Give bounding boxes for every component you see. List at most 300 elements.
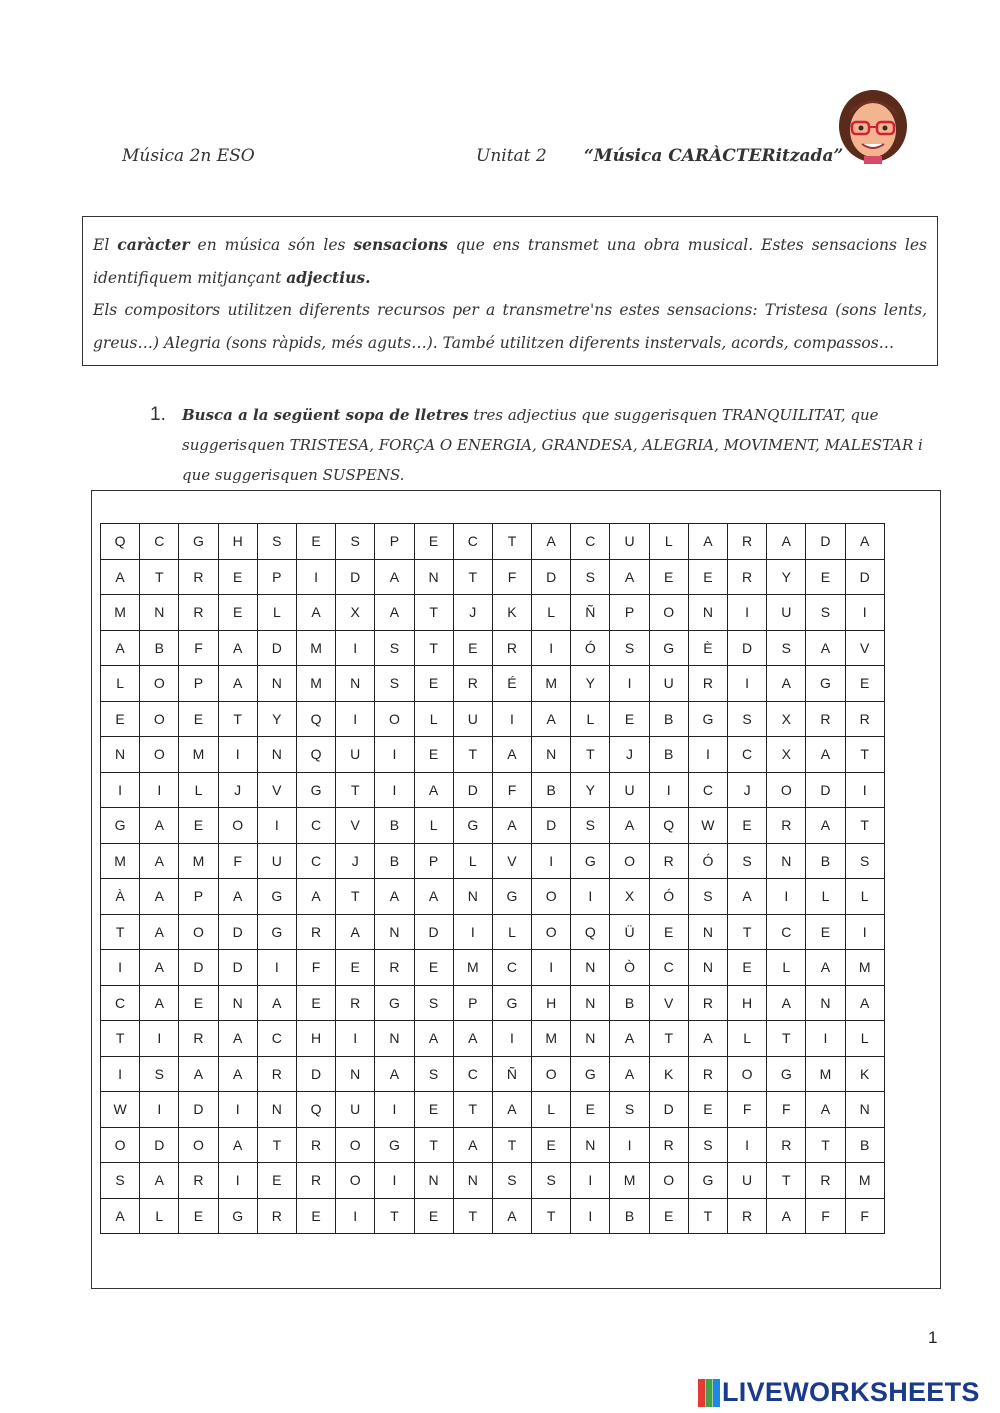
grid-cell[interactable]: R [296,1127,335,1163]
grid-cell[interactable]: P [257,559,296,595]
grid-cell[interactable]: E [806,914,845,950]
grid-cell[interactable]: G [179,524,218,560]
grid-cell[interactable]: C [688,772,727,808]
grid-cell[interactable]: N [806,985,845,1021]
grid-cell[interactable]: R [728,559,767,595]
grid-cell[interactable]: T [257,1127,296,1163]
brand[interactable] [698,1377,980,1408]
grid-cell[interactable]: U [767,595,806,631]
grid-cell[interactable]: A [532,524,571,560]
grid-cell[interactable]: V [649,985,688,1021]
grid-cell[interactable]: E [688,559,727,595]
grid-cell[interactable]: P [453,985,492,1021]
grid-cell[interactable]: O [140,737,179,773]
grid-cell[interactable]: T [845,808,884,844]
grid-cell[interactable]: D [296,1056,335,1092]
grid-cell[interactable]: B [375,808,414,844]
grid-cell[interactable]: I [257,950,296,986]
grid-cell[interactable]: N [257,1092,296,1128]
grid-cell[interactable]: I [492,701,531,737]
grid-cell[interactable]: A [806,737,845,773]
grid-cell[interactable]: E [414,1198,453,1234]
grid-cell[interactable]: Y [257,701,296,737]
grid-cell[interactable]: M [610,1163,649,1199]
grid-cell[interactable]: M [845,950,884,986]
grid-cell[interactable]: F [492,772,531,808]
grid-cell[interactable]: P [179,666,218,702]
grid-cell[interactable]: O [375,701,414,737]
grid-cell[interactable]: B [649,737,688,773]
grid-cell[interactable]: J [610,737,649,773]
grid-cell[interactable]: R [845,701,884,737]
grid-cell[interactable]: L [453,843,492,879]
grid-cell[interactable]: D [140,1127,179,1163]
grid-cell[interactable]: F [179,630,218,666]
grid-cell[interactable]: E [179,985,218,1021]
grid-cell[interactable]: E [218,595,257,631]
grid-cell[interactable]: A [414,772,453,808]
grid-cell[interactable]: N [845,1092,884,1128]
grid-cell[interactable]: O [218,808,257,844]
grid-cell[interactable]: V [257,772,296,808]
grid-cell[interactable]: N [257,737,296,773]
grid-cell[interactable]: M [806,1056,845,1092]
grid-cell[interactable]: R [806,1163,845,1199]
grid-cell[interactable]: M [453,950,492,986]
grid-cell[interactable]: I [336,1021,375,1057]
grid-cell[interactable]: L [845,879,884,915]
grid-cell[interactable]: U [610,524,649,560]
grid-cell[interactable]: C [767,914,806,950]
grid-cell[interactable]: S [257,524,296,560]
grid-cell[interactable]: D [179,950,218,986]
grid-cell[interactable]: A [218,1127,257,1163]
grid-cell[interactable]: A [414,879,453,915]
grid-cell[interactable]: L [767,950,806,986]
grid-cell[interactable]: N [453,879,492,915]
grid-cell[interactable]: K [845,1056,884,1092]
grid-cell[interactable]: O [767,772,806,808]
grid-cell[interactable]: Ó [571,630,610,666]
grid-cell[interactable]: M [179,737,218,773]
grid-cell[interactable]: D [649,1092,688,1128]
grid-cell[interactable]: È [688,630,727,666]
grid-cell[interactable]: D [532,808,571,844]
grid-cell[interactable]: S [610,630,649,666]
grid-cell[interactable]: L [806,879,845,915]
grid-cell[interactable]: N [414,1163,453,1199]
grid-cell[interactable]: T [492,524,531,560]
grid-cell[interactable]: I [728,666,767,702]
grid-cell[interactable]: Q [296,737,335,773]
grid-cell[interactable]: U [649,666,688,702]
grid-cell[interactable]: R [688,1056,727,1092]
grid-cell[interactable]: A [532,701,571,737]
grid-cell[interactable]: U [336,737,375,773]
grid-cell[interactable]: A [414,1021,453,1057]
grid-cell[interactable]: A [140,808,179,844]
grid-cell[interactable]: E [414,524,453,560]
grid-cell[interactable]: U [728,1163,767,1199]
grid-cell[interactable]: F [728,1092,767,1128]
grid-cell[interactable]: E [179,808,218,844]
grid-cell[interactable]: A [101,630,140,666]
grid-cell[interactable]: S [414,1056,453,1092]
grid-cell[interactable]: Ñ [492,1056,531,1092]
grid-cell[interactable]: A [492,737,531,773]
grid-cell[interactable]: R [179,1021,218,1057]
grid-cell[interactable]: A [610,808,649,844]
grid-cell[interactable]: E [296,1198,335,1234]
grid-cell[interactable]: S [728,701,767,737]
grid-cell[interactable]: D [336,559,375,595]
grid-cell[interactable]: A [688,524,727,560]
grid-cell[interactable]: M [296,630,335,666]
grid-cell[interactable]: G [453,808,492,844]
grid-cell[interactable]: A [140,985,179,1021]
grid-cell[interactable]: H [296,1021,335,1057]
grid-cell[interactable]: E [101,701,140,737]
grid-cell[interactable]: L [179,772,218,808]
grid-cell[interactable]: M [101,595,140,631]
grid-cell[interactable]: A [101,559,140,595]
grid-cell[interactable]: V [845,630,884,666]
grid-cell[interactable]: E [649,914,688,950]
grid-cell[interactable]: S [688,1127,727,1163]
grid-cell[interactable]: I [140,1092,179,1128]
grid-cell[interactable]: E [453,630,492,666]
grid-cell[interactable]: T [532,1198,571,1234]
grid-cell[interactable]: E [649,559,688,595]
grid-cell[interactable]: T [336,772,375,808]
grid-cell[interactable]: N [532,737,571,773]
grid-cell[interactable]: T [845,737,884,773]
grid-cell[interactable]: C [140,524,179,560]
grid-cell[interactable]: E [806,559,845,595]
grid-cell[interactable]: N [571,985,610,1021]
grid-cell[interactable]: S [375,666,414,702]
grid-cell[interactable]: J [728,772,767,808]
grid-cell[interactable]: O [610,843,649,879]
grid-cell[interactable]: I [218,737,257,773]
grid-cell[interactable]: Q [571,914,610,950]
grid-cell[interactable]: T [806,1127,845,1163]
grid-cell[interactable]: T [101,1021,140,1057]
grid-cell[interactable]: N [571,1127,610,1163]
grid-cell[interactable]: I [218,1163,257,1199]
grid-cell[interactable]: M [101,843,140,879]
grid-cell[interactable]: L [414,808,453,844]
grid-cell[interactable]: H [728,985,767,1021]
grid-cell[interactable]: É [492,666,531,702]
grid-cell[interactable]: R [179,559,218,595]
grid-cell[interactable]: S [375,630,414,666]
grid-cell[interactable]: I [140,772,179,808]
grid-cell[interactable]: R [257,1198,296,1234]
grid-cell[interactable]: I [649,772,688,808]
grid-cell[interactable]: D [532,559,571,595]
grid-cell[interactable]: L [492,914,531,950]
grid-cell[interactable]: A [728,879,767,915]
grid-cell[interactable]: G [571,1056,610,1092]
grid-cell[interactable]: N [688,595,727,631]
grid-cell[interactable]: L [414,701,453,737]
grid-cell[interactable]: I [101,950,140,986]
grid-cell[interactable]: I [453,914,492,950]
grid-cell[interactable]: A [336,914,375,950]
grid-cell[interactable]: F [806,1198,845,1234]
grid-cell[interactable]: I [728,595,767,631]
grid-cell[interactable]: G [296,772,335,808]
grid-cell[interactable]: À [101,879,140,915]
grid-cell[interactable]: L [649,524,688,560]
grid-cell[interactable]: M [532,1021,571,1057]
grid-cell[interactable]: E [414,1092,453,1128]
grid-cell[interactable]: A [218,630,257,666]
grid-cell[interactable]: E [257,1163,296,1199]
grid-cell[interactable]: T [453,1092,492,1128]
grid-cell[interactable]: Q [296,701,335,737]
grid-cell[interactable]: G [649,630,688,666]
grid-cell[interactable]: L [532,1092,571,1128]
grid-cell[interactable]: T [336,879,375,915]
grid-cell[interactable]: G [375,985,414,1021]
grid-cell[interactable]: Ü [610,914,649,950]
grid-cell[interactable]: C [296,843,335,879]
grid-cell[interactable]: Q [649,808,688,844]
grid-cell[interactable]: N [688,950,727,986]
grid-cell[interactable]: F [845,1198,884,1234]
grid-cell[interactable]: I [296,559,335,595]
grid-cell[interactable]: A [296,595,335,631]
grid-cell[interactable]: A [767,985,806,1021]
grid-cell[interactable]: J [218,772,257,808]
grid-cell[interactable]: A [140,879,179,915]
grid-cell[interactable]: S [140,1056,179,1092]
grid-cell[interactable]: D [806,524,845,560]
grid-cell[interactable]: R [688,666,727,702]
grid-cell[interactable]: A [806,630,845,666]
grid-cell[interactable]: R [492,630,531,666]
grid-cell[interactable]: M [296,666,335,702]
grid-cell[interactable]: B [532,772,571,808]
grid-cell[interactable]: N [336,666,375,702]
grid-cell[interactable]: R [179,595,218,631]
grid-cell[interactable]: G [688,701,727,737]
grid-cell[interactable]: B [610,985,649,1021]
grid-cell[interactable]: T [218,701,257,737]
grid-cell[interactable]: C [453,524,492,560]
grid-cell[interactable]: E [414,737,453,773]
grid-cell[interactable]: T [649,1021,688,1057]
grid-cell[interactable]: U [257,843,296,879]
grid-cell[interactable]: T [688,1198,727,1234]
grid-cell[interactable]: R [179,1163,218,1199]
grid-cell[interactable]: I [140,1021,179,1057]
grid-cell[interactable]: N [571,950,610,986]
grid-cell[interactable]: G [767,1056,806,1092]
grid-cell[interactable]: A [375,595,414,631]
grid-cell[interactable]: I [101,772,140,808]
grid-cell[interactable]: L [845,1021,884,1057]
grid-cell[interactable]: E [414,666,453,702]
grid-cell[interactable]: V [336,808,375,844]
grid-cell[interactable]: A [375,559,414,595]
grid-cell[interactable]: G [257,879,296,915]
grid-cell[interactable]: O [179,914,218,950]
grid-cell[interactable]: A [257,985,296,1021]
grid-cell[interactable]: H [218,524,257,560]
grid-cell[interactable]: R [728,524,767,560]
grid-cell[interactable]: A [218,1056,257,1092]
grid-cell[interactable]: I [257,808,296,844]
grid-cell[interactable]: S [806,595,845,631]
grid-cell[interactable]: N [375,914,414,950]
grid-cell[interactable]: J [453,595,492,631]
grid-cell[interactable]: M [532,666,571,702]
grid-cell[interactable]: I [336,701,375,737]
grid-cell[interactable]: H [532,985,571,1021]
grid-cell[interactable]: L [571,701,610,737]
grid-cell[interactable]: U [336,1092,375,1128]
grid-cell[interactable]: O [140,701,179,737]
grid-cell[interactable]: G [688,1163,727,1199]
grid-cell[interactable]: R [336,985,375,1021]
grid-cell[interactable]: S [688,879,727,915]
grid-cell[interactable]: A [806,950,845,986]
grid-cell[interactable]: I [375,772,414,808]
grid-cell[interactable]: E [296,985,335,1021]
grid-cell[interactable]: D [806,772,845,808]
grid-cell[interactable]: A [688,1021,727,1057]
grid-cell[interactable]: S [414,985,453,1021]
grid-cell[interactable]: O [532,914,571,950]
grid-cell[interactable]: R [728,1198,767,1234]
grid-cell[interactable]: A [179,1056,218,1092]
grid-cell[interactable]: K [649,1056,688,1092]
grid-cell[interactable]: L [257,595,296,631]
grid-cell[interactable]: L [532,595,571,631]
grid-cell[interactable]: Y [767,559,806,595]
grid-cell[interactable]: I [375,737,414,773]
grid-cell[interactable]: A [101,1198,140,1234]
grid-cell[interactable]: A [806,1092,845,1128]
grid-cell[interactable]: A [492,808,531,844]
grid-cell[interactable]: I [532,843,571,879]
grid-cell[interactable]: R [767,808,806,844]
grid-cell[interactable]: N [257,666,296,702]
grid-cell[interactable]: E [649,1198,688,1234]
grid-cell[interactable]: I [845,595,884,631]
grid-cell[interactable]: T [453,1198,492,1234]
grid-cell[interactable]: T [414,630,453,666]
grid-cell[interactable]: D [845,559,884,595]
grid-cell[interactable]: R [649,843,688,879]
grid-cell[interactable]: S [728,843,767,879]
grid-cell[interactable]: I [845,772,884,808]
grid-cell[interactable]: D [257,630,296,666]
grid-cell[interactable]: Q [296,1092,335,1128]
grid-cell[interactable]: N [101,737,140,773]
grid-cell[interactable]: P [610,595,649,631]
grid-cell[interactable]: I [571,1198,610,1234]
grid-cell[interactable]: A [453,1127,492,1163]
grid-cell[interactable]: I [767,879,806,915]
grid-cell[interactable]: C [492,950,531,986]
grid-cell[interactable]: B [140,630,179,666]
grid-cell[interactable]: I [375,1092,414,1128]
grid-cell[interactable]: S [571,559,610,595]
grid-cell[interactable]: A [140,914,179,950]
grid-cell[interactable]: C [571,524,610,560]
grid-cell[interactable]: B [375,843,414,879]
grid-cell[interactable]: R [806,701,845,737]
grid-cell[interactable]: M [179,843,218,879]
grid-cell[interactable]: L [728,1021,767,1057]
grid-cell[interactable]: S [101,1163,140,1199]
grid-cell[interactable]: C [101,985,140,1021]
grid-cell[interactable]: S [845,843,884,879]
grid-cell[interactable]: R [688,985,727,1021]
grid-cell[interactable]: F [767,1092,806,1128]
grid-cell[interactable]: I [688,737,727,773]
grid-cell[interactable]: D [453,772,492,808]
grid-cell[interactable]: K [492,595,531,631]
grid-cell[interactable]: G [492,879,531,915]
grid-cell[interactable]: E [336,950,375,986]
grid-cell[interactable]: R [375,950,414,986]
grid-cell[interactable]: I [375,1163,414,1199]
grid-cell[interactable]: E [218,559,257,595]
grid-cell[interactable]: S [336,524,375,560]
grid-cell[interactable]: E [845,666,884,702]
grid-cell[interactable]: J [336,843,375,879]
grid-cell[interactable]: N [218,985,257,1021]
grid-cell[interactable]: E [414,950,453,986]
grid-cell[interactable]: N [571,1021,610,1057]
grid-cell[interactable]: F [218,843,257,879]
grid-cell[interactable]: T [414,595,453,631]
grid-cell[interactable]: E [610,701,649,737]
grid-cell[interactable]: I [728,1127,767,1163]
grid-cell[interactable]: A [140,950,179,986]
grid-cell[interactable]: R [649,1127,688,1163]
grid-cell[interactable]: T [492,1127,531,1163]
grid-cell[interactable]: O [649,595,688,631]
grid-cell[interactable]: A [806,808,845,844]
grid-cell[interactable]: U [453,701,492,737]
grid-cell[interactable]: G [375,1127,414,1163]
grid-cell[interactable]: D [218,950,257,986]
grid-cell[interactable]: X [767,701,806,737]
grid-cell[interactable]: T [414,1127,453,1163]
grid-cell[interactable]: Y [571,772,610,808]
grid-cell[interactable]: E [179,701,218,737]
grid-cell[interactable]: E [728,808,767,844]
grid-cell[interactable]: T [571,737,610,773]
grid-cell[interactable]: G [806,666,845,702]
grid-cell[interactable]: A [375,879,414,915]
grid-cell[interactable]: T [767,1021,806,1057]
grid-cell[interactable]: T [453,737,492,773]
grid-cell[interactable]: O [532,1056,571,1092]
grid-cell[interactable]: E [688,1092,727,1128]
grid-cell[interactable]: T [453,559,492,595]
grid-cell[interactable]: O [336,1127,375,1163]
grid-cell[interactable]: N [375,1021,414,1057]
grid-cell[interactable]: E [728,950,767,986]
grid-cell[interactable]: I [492,1021,531,1057]
